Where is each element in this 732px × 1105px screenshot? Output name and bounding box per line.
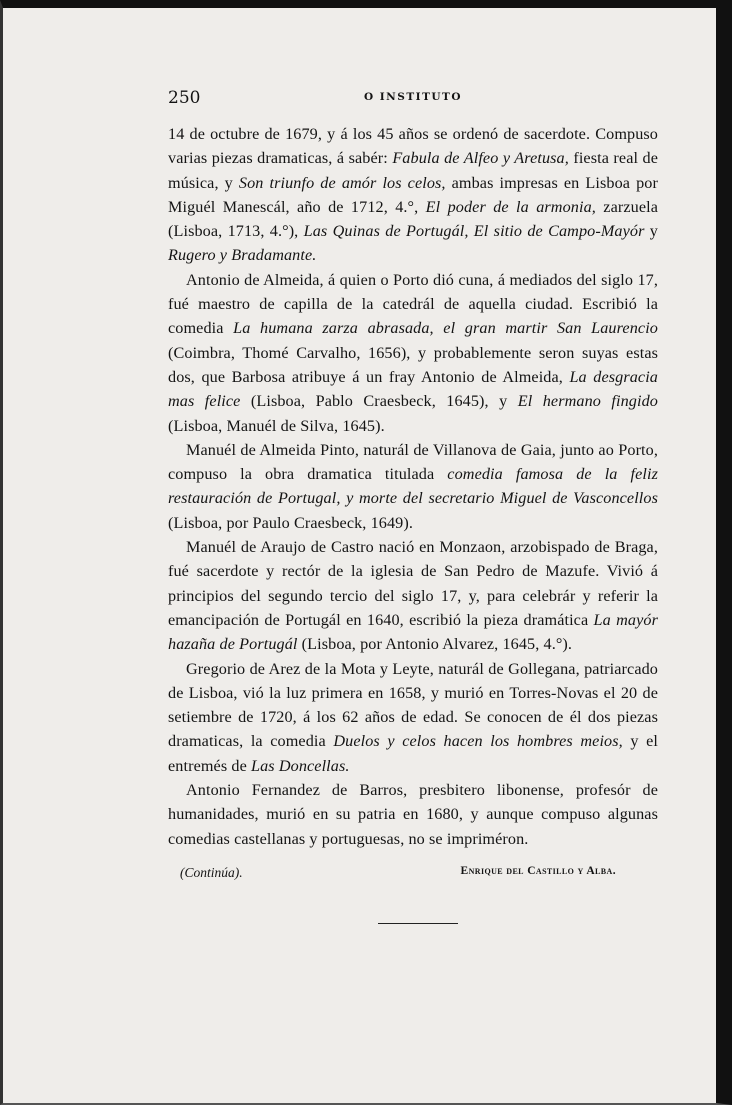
paragraph-3 bbox=[168, 438, 658, 535]
running-head: O INSTITUTO bbox=[363, 91, 463, 103]
paragraph-5 bbox=[168, 657, 658, 778]
italic-title: Fabula de Alfeo y Aretusa, bbox=[392, 149, 569, 168]
text-run: Manuél de Almeida Pinto, naturál de Villanova de Gaia, junto ao Porto, compuso la obra dramatica titulada bbox=[168, 440, 658, 484]
text-run: zarzuela (Lisboa, 1713, 4.°), bbox=[168, 197, 658, 241]
italic-title: El hermano fingido bbox=[517, 392, 658, 411]
italic-title: comedia famosa de la feliz restauración de Portugal, y morte del secretario Miguel de Vasconcellos bbox=[168, 465, 658, 508]
text-run: (Lisboa, por Paulo Craesbeck, 1649). bbox=[168, 513, 414, 532]
italic-title: La mayór hazaña de Portugál bbox=[168, 610, 658, 654]
page-number: 250 bbox=[168, 88, 201, 108]
text-run: y bbox=[644, 222, 658, 241]
text-run: (Lisboa, por Antonio Alvarez, 1645, 4.°). bbox=[297, 635, 573, 654]
italic-title: Son triunfo de amór los celos, bbox=[238, 173, 446, 192]
text-run: (Lisboa, Manuél de Silva, 1645). bbox=[168, 416, 385, 435]
paragraph-2 bbox=[168, 268, 658, 438]
text-run: Antonio Fernandez de Barros, presbitero libonense, profesór de humanidades, murió en su patria en 1680, y aunque compuso algunas comedias castellanas y portuguesas, no se impriméron. bbox=[168, 781, 658, 848]
text-run: ambas impresas en Lisboa por Miguél Manescál, año de 1712, 4.°, bbox=[168, 173, 658, 216]
continua-note: (Continúa). bbox=[180, 864, 243, 880]
text-run: (Lisboa, Pablo Craesbeck, 1645), y bbox=[240, 392, 518, 411]
italic-title: Las Doncellas. bbox=[251, 756, 350, 775]
closing-rule bbox=[378, 923, 458, 924]
text-run: Gregorio de Arez de la Mota y Leyte, naturál de Gollegana, patriarcado de Lisboa, vió la luz primera en 1658, y murió en Torres-Novas el 20 de setiembre de 1720, á los 62 años de edad. Se conocen de él dos piezas dramaticas, la comedia bbox=[168, 659, 658, 751]
italic-title: Duelos y celos hacen los hombres meios, bbox=[333, 732, 623, 751]
paragraph-1 bbox=[168, 122, 658, 268]
italic-title: El poder de la armonia, bbox=[425, 197, 596, 216]
text-run: Antonio de Almeida, á quien o Porto dió cuna, á mediados del siglo 17, fué maestro de capilla de la catedrál de aquella ciudad. Escribió la comedia bbox=[168, 270, 658, 338]
text-run: 14 de octubre de 1679, y á los 45 años se ordenó de sacerdote. Compuso varias piezas dramaticas, á sabér: bbox=[168, 125, 658, 168]
text-run: y el entremés de bbox=[168, 732, 659, 775]
text-run: (Coimbra, Thomé Carvalho, 1656), y probablemente seron suyas estas dos, que Barbosa atribuye á un fray Antonio de Almeida, bbox=[168, 343, 658, 386]
text-run: fiesta real de música, y bbox=[168, 149, 659, 192]
paragraph-6 bbox=[168, 778, 658, 851]
italic-title: Rugero y Bradamante. bbox=[168, 246, 317, 265]
body-text bbox=[168, 122, 658, 851]
author-signature: Enrique del Castillo y Alba. bbox=[460, 864, 616, 877]
book-page bbox=[168, 88, 658, 1008]
text-run: Manuél de Araujo de Castro nació en Monzaon, arzobispado de Braga, fué sacerdote y rectór de la iglesia de San Pedro de Mazufe. Vivió á principios del segundo tercio del siglo 17, y, para celebrár y referir la emancipación de Portugál en 1640, escribió la pieza dramática bbox=[168, 538, 658, 629]
page-footer bbox=[168, 865, 658, 887]
italic-title: La desgracia mas felice bbox=[168, 367, 658, 411]
page-header bbox=[168, 88, 658, 110]
italic-title: La humana zarza abrasada, el gran martir San Laurencio bbox=[233, 319, 658, 338]
italic-title: Las Quinas de Portugál, El sitio de Campo-Mayór bbox=[303, 222, 645, 241]
paragraph-4 bbox=[168, 535, 658, 656]
